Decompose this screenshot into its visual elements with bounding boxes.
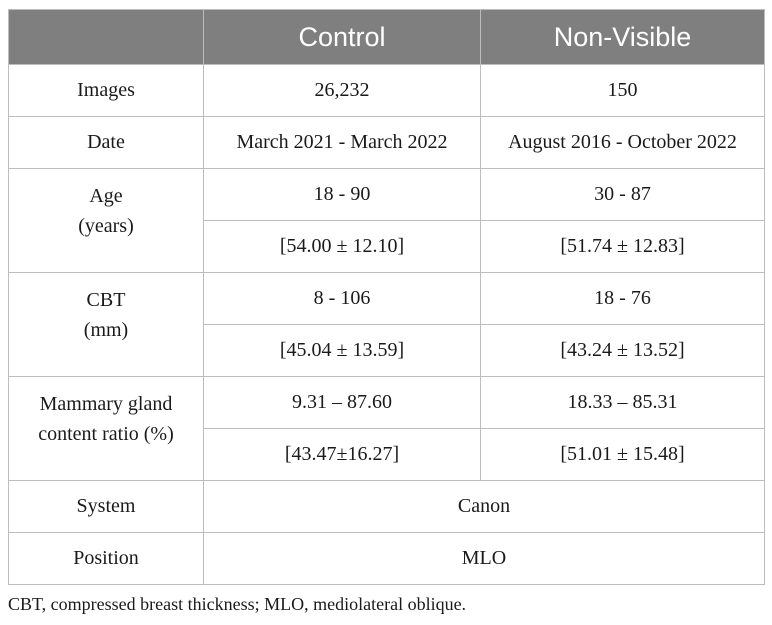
table-row-date [9, 117, 765, 169]
row-label-mgcr [9, 377, 204, 481]
row-label-mgcr-line1: Mammary gland [39, 393, 173, 415]
cell-mgcr-control-range: 9.31 – 87.60 [204, 377, 481, 429]
row-label-mgcr-line2: content ratio (%) [38, 423, 174, 445]
row-label-age-line1: Age [89, 185, 123, 207]
header-non-visible: Non-Visible [481, 10, 765, 65]
cell-system-value: Canon [204, 481, 765, 533]
cell-age-non-visible-range: 30 - 87 [481, 169, 765, 221]
data-table [8, 9, 765, 585]
header-row [9, 10, 765, 65]
cell-images-non-visible: 150 [481, 65, 765, 117]
header-control: Control [204, 10, 481, 65]
row-label-age-line2: (years) [78, 215, 134, 237]
cell-age-control-mean: [54.00 ± 12.10] [204, 221, 481, 273]
table-row-cbt-range [9, 273, 765, 325]
table-row-images [9, 65, 765, 117]
cell-images-control: 26,232 [204, 65, 481, 117]
cell-cbt-control-mean: [45.04 ± 13.59] [204, 325, 481, 377]
cell-age-control-range: 18 - 90 [204, 169, 481, 221]
cell-position-value: MLO [204, 533, 765, 585]
row-label-date: Date [9, 117, 204, 169]
cell-cbt-non-visible-mean: [43.24 ± 13.52] [481, 325, 765, 377]
cell-cbt-non-visible-range: 18 - 76 [481, 273, 765, 325]
cell-mgcr-non-visible-range: 18.33 – 85.31 [481, 377, 765, 429]
row-label-cbt-line1: CBT [86, 289, 126, 311]
row-label-images: Images [9, 65, 204, 117]
cell-age-non-visible-mean: [51.74 ± 12.83] [481, 221, 765, 273]
cell-mgcr-control-mean: [43.47±16.27] [204, 429, 481, 481]
table-footnote: CBT, compressed breast thickness; MLO, mediolateral oblique. [8, 594, 467, 614]
cell-date-non-visible: August 2016 - October 2022 [481, 117, 765, 169]
table-row-system [9, 481, 765, 533]
header-empty-cell [9, 10, 204, 65]
row-label-cbt-line2: (mm) [83, 319, 129, 341]
row-label-position: Position [9, 533, 204, 585]
cell-cbt-control-range: 8 - 106 [204, 273, 481, 325]
table-row-mgcr-range [9, 377, 765, 429]
cell-mgcr-non-visible-mean: [51.01 ± 15.48] [481, 429, 765, 481]
table-row-age-range [9, 169, 765, 221]
cell-date-control: March 2021 - March 2022 [204, 117, 481, 169]
table-row-position [9, 533, 765, 585]
row-label-age [9, 169, 204, 273]
row-label-cbt [9, 273, 204, 377]
row-label-system: System [9, 481, 204, 533]
